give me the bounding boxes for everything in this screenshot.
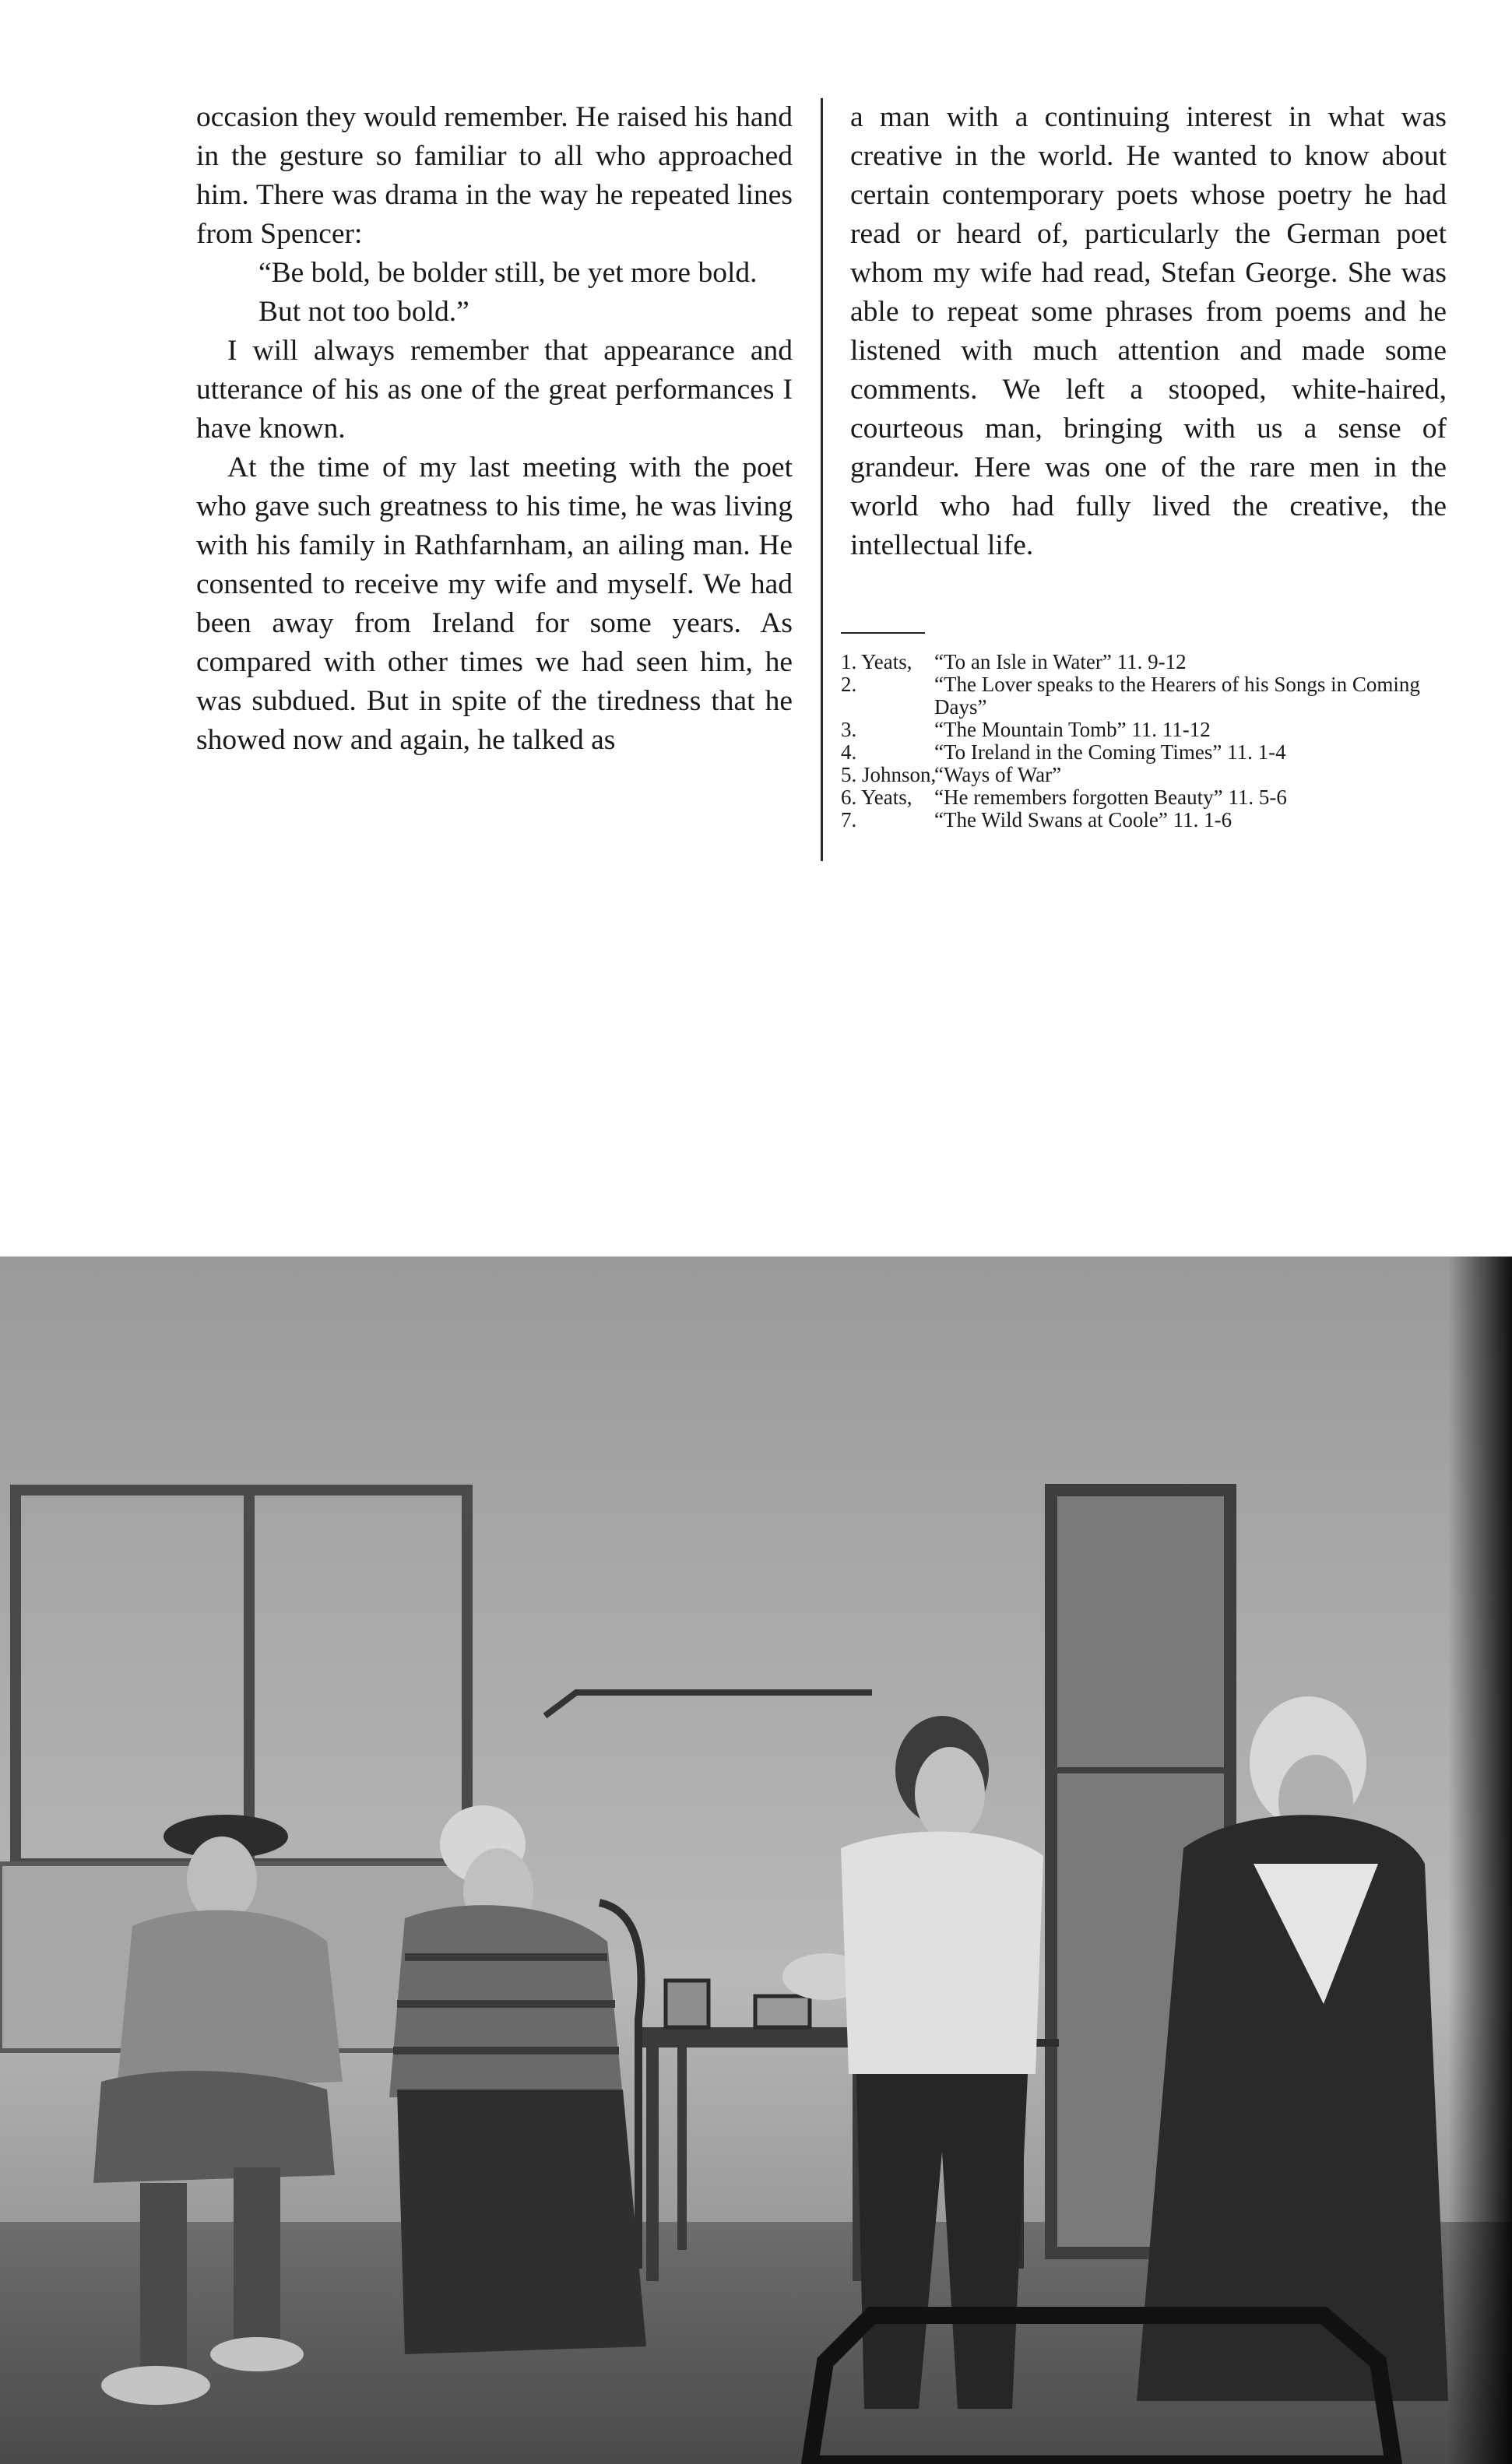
paragraph: a man with a continuing interest in what was creative in the world. He wanted to know about certain contemporary poets whose poetry he had read or heard of, particularly the German poet whom my wife had read, Stefan George. She was able to repeat some phrases from poems and he listened with much attention and made some comments. We left a stooped, white-haired, courteous man, bringing with us a sense of grandeur. Here was one of the rare men in the world who had fully lived the creative, the intellectual life. xyxy=(850,101,1447,561)
footnote-6 xyxy=(841,786,1448,809)
footnote-text: “To Ireland in the Coming Times” 11. 1-4 xyxy=(934,740,1286,764)
paragraph: At the time of my last meeting with the poet who gave such greatness to his time, he was living with his family in Rathfarnham, an ailing man. He consented to receive my wife and myself. We had been away from Ireland for some years. As compared with other times we had seen him, he was subdued. But in spite of the tiredness that he showed now and again, he talked as xyxy=(196,452,793,756)
footnote-2 xyxy=(841,673,1448,719)
stage-photograph xyxy=(0,1257,1512,2464)
footnote-text: “The Lover speaks to the Hearers of his Songs in Coming Days” xyxy=(934,673,1420,719)
left-column xyxy=(196,98,793,760)
footnote-number: 2. xyxy=(841,673,857,696)
footnote-number: 6. Yeats, xyxy=(841,786,912,809)
footnote-number: 5. Johnson, xyxy=(841,763,937,786)
photo-edge-shadow xyxy=(1448,1257,1512,2464)
footnote-3 xyxy=(841,719,1448,741)
verse-line: But not too bold.” xyxy=(258,296,469,328)
footnote-text: “The Wild Swans at Coole” 11. 1-6 xyxy=(934,808,1232,831)
column-divider xyxy=(821,98,823,861)
footnote-text: “Ways of War” xyxy=(934,763,1062,786)
footnote-number: 3. xyxy=(841,718,857,741)
footnotes xyxy=(841,632,1448,831)
footnote-text: “He remembers forgotten Beauty” 11. 5-6 xyxy=(934,786,1287,809)
footnote-1 xyxy=(841,651,1448,673)
footnote-rule xyxy=(841,632,925,634)
paragraph: I will always remember that appearance and utterance of his as one of the great performances I have known. xyxy=(196,335,793,445)
verse-quote xyxy=(258,254,793,332)
paragraph: occasion they would remember. He raised his hand in the gesture so familiar to all who approached him. There was drama in the way he repeated lines from Spencer: xyxy=(196,101,793,250)
footnote-number: 7. xyxy=(841,808,857,831)
footnote-number: 1. Yeats, xyxy=(841,650,912,673)
footnote-text: “The Mountain Tomb” 11. 11-12 xyxy=(934,718,1211,741)
photo-illustration xyxy=(0,1257,1512,2464)
right-column xyxy=(850,98,1447,565)
footnote-number: 4. xyxy=(841,740,857,764)
footnote-text: “To an Isle in Water” 11. 9-12 xyxy=(934,650,1187,673)
footnote-7 xyxy=(841,809,1448,831)
footnote-4 xyxy=(841,741,1448,764)
footnote-5 xyxy=(841,764,1448,786)
verse-line: “Be bold, be bolder still, be yet more bold. xyxy=(258,257,758,289)
